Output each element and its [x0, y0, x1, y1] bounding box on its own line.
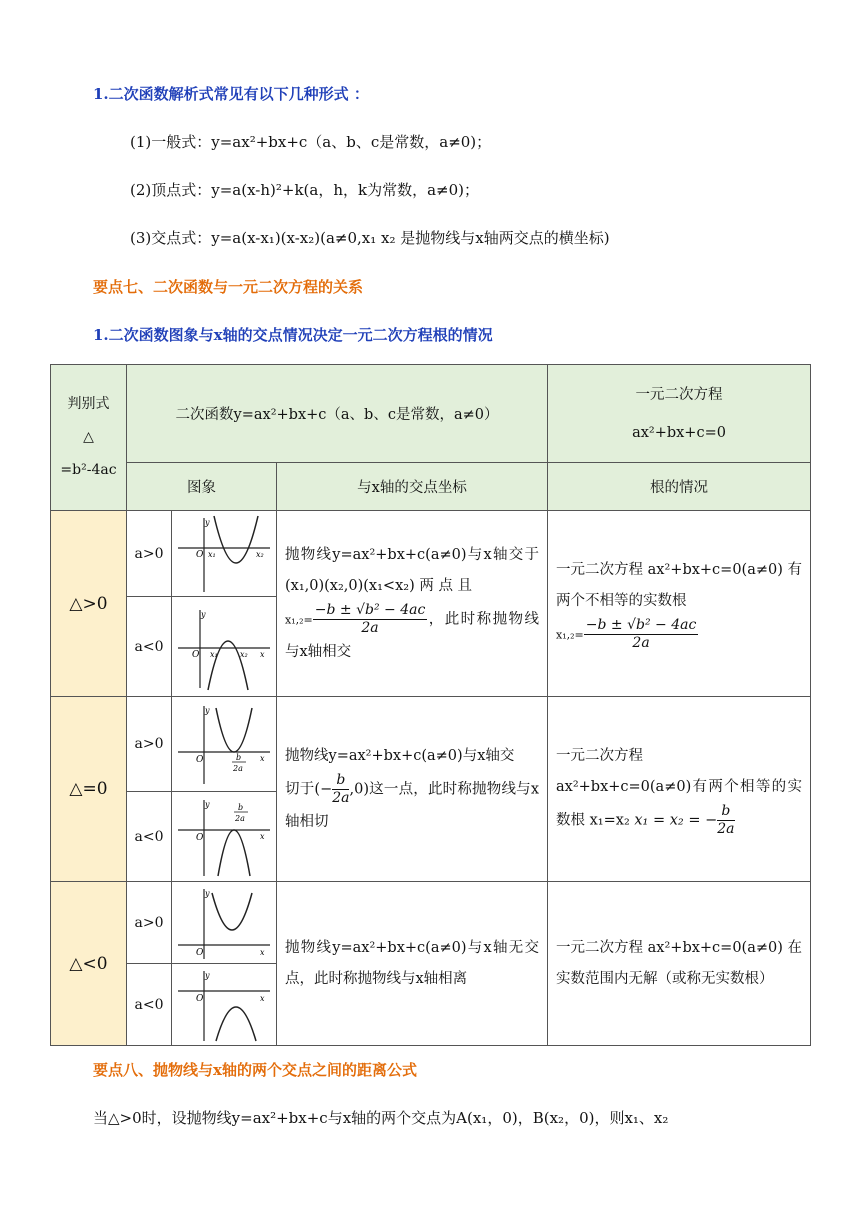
section7-subtitle: 1.二次函数图象与x轴的交点情况决定一元二次方程根的情况 [93, 326, 493, 344]
origin-label-4: O [196, 832, 204, 843]
form-general: (1)一般式：y=ax²+bx+c（a、b、c是常数，a≠0)； [130, 133, 492, 151]
graph-one-root-down [172, 792, 277, 882]
root-formula [313, 602, 428, 637]
root-formula-num: −b ± √b² − 4ac [314, 601, 426, 618]
sign-pos-2: a>0 [127, 697, 172, 792]
root-formula-2 [584, 617, 699, 652]
vertex-formula [332, 772, 349, 807]
graph-two-roots-down [172, 597, 277, 697]
section8-title: 要点八、抛物线与x轴的两个交点之间的距离公式 [93, 1061, 417, 1079]
x1-label-2: x₁ [210, 649, 218, 659]
intro-heading: 1.二次函数解析式常见有以下几种形式 ： [93, 85, 369, 103]
axis-x-label: x [260, 649, 265, 659]
section8-text: 当△>0时，设抛物线y=ax²+bx+c与x轴的两个交点为A(x₁，0)，B(x₂，0)，则x₁、x₂ [93, 1109, 669, 1127]
sign-neg: a<0 [127, 597, 172, 697]
intersect-tangent-suffix: ,0)这一点，此时称抛物线与x轴相切 [285, 781, 540, 830]
eq-header [548, 365, 811, 463]
vertex-num: b [236, 752, 242, 762]
axis-y-label-5: y [205, 888, 210, 898]
eq-header-formula: ax²+bx+c=0 [632, 424, 726, 441]
col-graph: 图象 [127, 463, 277, 511]
disc-header-label: 判别式 [67, 396, 110, 412]
axis-y-label-2: y [201, 609, 206, 619]
axis-y-label-6: y [205, 970, 210, 980]
axis-x-label-3: x [260, 753, 265, 763]
axis-y-label-4: y [205, 799, 210, 809]
disc-header [51, 365, 127, 511]
roots-equal-expr: x₁ = x₂ = − [634, 812, 718, 828]
graph-one-root-up [172, 697, 277, 792]
x1-label: x₁ [208, 549, 216, 559]
eq-header-label: 一元二次方程 [635, 386, 723, 403]
x2-label-2: x₂ [240, 649, 248, 659]
form-intercept: (3)交点式：y=a(x-x₁)(x-x₂)(a≠0,x₁ x₂ 是抛物线与x轴两交点的横坐标) [130, 229, 610, 247]
axis-x-label-6: x [260, 993, 265, 1003]
root-formula-2-num: −b ± √b² − 4ac [585, 617, 697, 633]
disc-header-symbol: △ [83, 429, 94, 445]
relation-table [50, 364, 811, 1046]
double-root-den: 2a [717, 820, 735, 837]
roots-equal-title: 一元二次方程 [556, 747, 644, 764]
sign-neg-3: a<0 [127, 964, 172, 1046]
origin-label-2: O [192, 649, 200, 660]
disc-positive: △>0 [51, 511, 127, 697]
intersect-two-points [277, 511, 548, 697]
intersect-two-suffix: ，此时称抛物线与x轴相交 [285, 611, 540, 660]
func-header: 二次函数y=ax²+bx+c（a、b、c是常数，a≠0） [127, 365, 548, 463]
sign-pos-3: a>0 [127, 882, 172, 964]
intersect-none: 抛物线y=ax²+bx+c(a≠0)与x轴无交点，此时称抛物线与x轴相离 [277, 882, 548, 1046]
roots-none: 一元二次方程 ax²+bx+c=0(a≠0) 在实数范围内无解（或称无实数根） [548, 882, 811, 1046]
vertex-formula-num: b [332, 772, 349, 790]
double-root [717, 803, 734, 838]
roots-two-prefix: x₁,₂= [556, 628, 584, 642]
roots-equal-text: ax²+bx+c=0(a≠0)有两个相等的实数根 x₁=x₂ [556, 778, 803, 828]
form-vertex: (2)顶点式：y=a(x-h)²+k(a，h，k为常数，a≠0)； [130, 181, 479, 199]
sign-pos: a>0 [127, 511, 172, 597]
graph-two-roots-up [172, 511, 277, 597]
graph-no-root-down [172, 964, 277, 1046]
origin-label-6: O [196, 993, 204, 1004]
disc-header-formula: =b²-4ac [60, 462, 117, 478]
section7-title: 要点七、二次函数与一元二次方程的关系 [93, 278, 364, 296]
root-formula-den: 2a [361, 619, 379, 636]
disc-zero: △=0 [51, 697, 127, 882]
vertex-formula-den: 2a [332, 789, 350, 806]
vertex-den: 2a [233, 763, 243, 773]
axis-y-label-3: y [205, 705, 210, 715]
col-roots: 根的情况 [548, 463, 811, 511]
root-formula-2-den: 2a [632, 635, 650, 651]
origin-label-3: O [196, 754, 204, 765]
col-intersect: 与x轴的交点坐标 [277, 463, 548, 511]
axis-y-label: y [205, 517, 210, 527]
roots-two-text: 一元二次方程 ax²+bx+c=0(a≠0) 有两个不相等的实数根 [556, 562, 803, 609]
sign-neg-2: a<0 [127, 792, 172, 882]
axis-x-label-5: x [260, 947, 265, 957]
disc-negative: △<0 [51, 882, 127, 1046]
intersect-two-text: 抛物线y=ax²+bx+c(a≠0)与x轴交于 (x₁,0)(x₂,0)(x₁<x₂) 两 点 且 [285, 546, 540, 594]
intersect-two-prefix: x₁,₂= [285, 613, 313, 626]
vertex-den-2: 2a [235, 813, 245, 823]
roots-equal [548, 697, 811, 882]
double-root-num: b [717, 803, 734, 821]
origin-label-5: O [196, 947, 204, 958]
intersect-tangent-prefix: 切于( [285, 781, 321, 797]
intersect-tangent [277, 697, 548, 882]
vertex-num-2: b [238, 802, 244, 812]
intersect-tangent-text: 抛物线y=ax²+bx+c(a≠0)与x轴交 [285, 747, 515, 764]
axis-x-label-4: x [260, 831, 265, 841]
minus-sign: − [320, 781, 333, 797]
graph-no-root-up [172, 882, 277, 964]
roots-two-distinct [548, 511, 811, 697]
x2-label: x₂ [256, 549, 264, 559]
origin-label: O [196, 549, 204, 560]
